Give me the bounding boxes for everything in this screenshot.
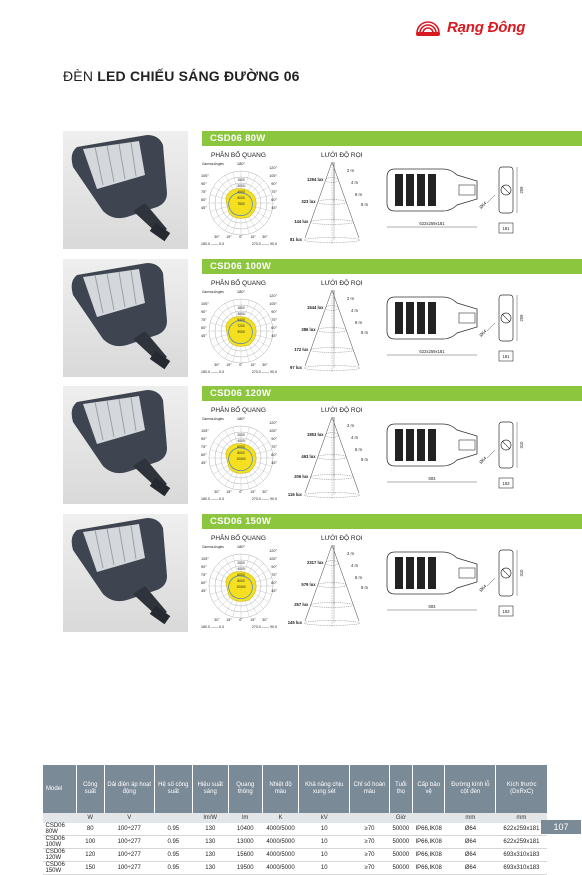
table-unit-cell <box>412 813 445 823</box>
table-cell: CSD06 150W <box>43 862 77 875</box>
angle-right: 90° <box>271 310 277 314</box>
table-row <box>43 862 548 875</box>
angle-top: 180° <box>236 289 246 294</box>
polar-value: 2000 <box>237 433 245 437</box>
table-unit-cell <box>154 813 192 823</box>
polar-value: 8000 <box>237 579 245 583</box>
table-header-cell: Chỉ số hoàn màu <box>350 765 390 813</box>
table-header-cell: Công suất <box>76 765 104 813</box>
illuminance-cone <box>277 158 377 250</box>
angle-top: 180° <box>236 416 246 421</box>
table-header-cell: Hệ số công suất <box>154 765 192 813</box>
angle-bottom: 15° <box>250 235 256 239</box>
table-cell: IP66,IK08 <box>412 836 445 849</box>
lux-value: 116 lux <box>287 492 302 498</box>
polar-value: 8000 <box>237 451 245 455</box>
gamma-label: Gamma Angles <box>202 545 224 549</box>
table-unit-cell <box>43 813 77 823</box>
table-cell: 0.95 <box>154 836 192 849</box>
height-label: 6 m <box>355 320 362 325</box>
table-header-cell: Dải điện áp hoạt động <box>104 765 154 813</box>
side-height-label: 259 <box>519 186 524 194</box>
fixture-drawing <box>381 151 531 249</box>
angle-left: 60° <box>201 453 207 457</box>
legend-right: 270.0 —— 90.0 <box>251 625 277 629</box>
angle-left: 90° <box>201 310 207 314</box>
product-photo <box>63 259 188 377</box>
product-name-bar: CSD06 100W <box>202 259 582 274</box>
angle-right: 60° <box>271 581 277 585</box>
height-label: 4 m <box>351 308 358 313</box>
distribution-label: PHÂN BỐ QUANG <box>211 280 266 287</box>
angle-left: 45° <box>201 206 207 210</box>
title-main: LED CHIẾU SÁNG ĐƯỜNG 06 <box>97 68 300 84</box>
height-label: 2 m <box>347 551 354 556</box>
angle-left: 105° <box>201 557 209 561</box>
table-cell: 130 <box>192 836 228 849</box>
distribution-label: PHÂN BỐ QUANG <box>211 152 266 159</box>
table-unit-cell <box>350 813 390 823</box>
height-label: 4 m <box>351 180 358 185</box>
angle-left: 75° <box>201 445 207 449</box>
angle-left: 75° <box>201 190 207 194</box>
legend-right: 270.0 —— 90.0 <box>251 242 277 246</box>
lux-value: 144 lux <box>294 219 309 225</box>
lux-value: 1544 lux <box>306 305 324 311</box>
polar-value: 7200 <box>237 324 245 328</box>
table-cell: 120 <box>76 849 104 862</box>
street-light-image <box>63 386 188 504</box>
angle-bottom: 30° <box>214 363 220 367</box>
table-unit-cell: lm/W <box>192 813 228 823</box>
page-number: 107 <box>541 820 581 834</box>
polar-value: 9000 <box>237 330 245 334</box>
lux-value: 323 lux <box>301 199 316 205</box>
lux-value: 257 lux <box>294 602 309 608</box>
table-cell: Ø64 <box>445 836 496 849</box>
legend-right: 270.0 —— 90.0 <box>251 497 277 501</box>
height-label: 8 m <box>361 585 368 590</box>
table-cell: IP66,IK08 <box>412 849 445 862</box>
angle-bottom: 0° <box>239 490 243 494</box>
polar-value: 6000 <box>237 573 245 577</box>
dimension-label: 693 <box>428 476 436 481</box>
table-cell: 693x310x183 <box>496 849 547 862</box>
grid-label: LƯỚI ĐỘ RỌI <box>321 407 363 414</box>
angle-bottom: 15° <box>226 618 232 622</box>
sun-logo-icon <box>414 17 442 37</box>
side-height-label: 310 <box>519 569 524 577</box>
table-units-row <box>43 813 548 823</box>
table-cell: 10 <box>299 836 350 849</box>
table-row <box>43 849 548 862</box>
angle-right: 75° <box>271 573 277 577</box>
table-unit-cell: lm <box>228 813 262 823</box>
legend-right: 270.0 —— 90.0 <box>251 370 277 374</box>
legend-left: 180.0 —— 0.0 <box>201 625 225 629</box>
legend-left: 180.0 —— 0.0 <box>201 370 225 374</box>
height-label: 6 m <box>355 575 362 580</box>
street-light-image <box>63 259 188 377</box>
table-cell: 10 <box>299 849 350 862</box>
table-cell: 100÷277 <box>104 862 154 875</box>
height-label: 2 m <box>347 296 354 301</box>
polar-distribution-chart <box>199 414 279 502</box>
lux-value: 1294 lux <box>306 177 324 183</box>
polar-distribution-chart <box>199 287 279 375</box>
illuminance-cone <box>277 413 377 505</box>
polar-value: 10000 <box>236 457 246 461</box>
lux-value: 97 lux <box>290 365 302 371</box>
angle-left: 105° <box>201 174 209 178</box>
table-header-cell: Khả năng chịu xung sét <box>299 765 350 813</box>
distribution-label: PHÂN BỐ QUANG <box>211 535 266 542</box>
angle-right: 105° <box>269 557 277 561</box>
dimension-label: 622x259x181 <box>419 349 445 354</box>
angle-bottom: 30° <box>262 235 268 239</box>
angle-left: 45° <box>201 461 207 465</box>
page-title <box>63 68 300 84</box>
height-label: 8 m <box>361 457 368 462</box>
product-photo <box>63 514 188 632</box>
diameter-label: Ø64 <box>478 455 488 465</box>
polar-value: 4500 <box>237 190 245 194</box>
angle-bottom: 30° <box>262 618 268 622</box>
side-depth-label: 181 <box>502 354 510 359</box>
dimension-label: 693 <box>428 604 436 609</box>
angle-right: 75° <box>271 190 277 194</box>
table-cell: 100÷277 <box>104 849 154 862</box>
angle-top: 180° <box>236 544 246 549</box>
polar-value: 6000 <box>237 445 245 449</box>
side-height-label: 310 <box>519 441 524 449</box>
table-cell: 150 <box>76 862 104 875</box>
table-unit-cell: mm <box>445 813 496 823</box>
table-cell: CSD06 120W <box>43 849 77 862</box>
diameter-label: Ø64 <box>478 328 488 338</box>
angle-left: 45° <box>201 589 207 593</box>
table-unit-cell: K <box>262 813 299 823</box>
polar-value: 4000 <box>237 439 245 443</box>
table-unit-cell: W <box>76 813 104 823</box>
angle-left: 75° <box>201 318 207 322</box>
table-row <box>43 836 548 849</box>
lux-value: 1853 lux <box>306 432 324 438</box>
polar-value: 5400 <box>237 318 245 322</box>
polar-value: 3600 <box>237 312 245 316</box>
table-row <box>43 823 548 836</box>
illuminance-cone <box>277 541 377 633</box>
angle-right: 120° <box>269 421 277 425</box>
table-cell: CSD06 100W <box>43 836 77 849</box>
height-label: 6 m <box>355 447 362 452</box>
angle-left: 90° <box>201 437 207 441</box>
table-cell: 130 <box>192 823 228 836</box>
table-cell: 0.95 <box>154 849 192 862</box>
diameter-label: Ø64 <box>478 200 488 210</box>
polar-value: 2000 <box>237 561 245 565</box>
angle-right: 75° <box>271 318 277 322</box>
table-cell: 15600 <box>228 849 262 862</box>
height-label: 2 m <box>347 168 354 173</box>
polar-value: 10000 <box>236 585 246 589</box>
angle-right: 105° <box>269 174 277 178</box>
product-name-bar: CSD06 150W <box>202 514 582 529</box>
angle-right: 90° <box>271 437 277 441</box>
table-cell: 4000/5000 <box>262 862 299 875</box>
angle-left: 90° <box>201 565 207 569</box>
table-cell: IP66,IK08 <box>412 823 445 836</box>
angle-bottom: 15° <box>250 363 256 367</box>
table-unit-cell: kV <box>299 813 350 823</box>
product-section <box>63 131 543 251</box>
table-cell: 50000 <box>389 836 412 849</box>
table-header-cell: Kích thước (DxRxC) <box>496 765 547 813</box>
brand-name: Rạng Đông <box>447 18 526 36</box>
angle-right: 45° <box>271 461 277 465</box>
street-light-image <box>63 514 188 632</box>
polar-distribution-chart <box>199 542 279 630</box>
fixture-drawing <box>381 406 531 504</box>
height-label: 8 m <box>361 330 368 335</box>
table-header-cell: Nhiệt độ màu <box>262 765 299 813</box>
table-cell: 0.95 <box>154 862 192 875</box>
side-depth-label: 183 <box>502 481 510 486</box>
brand-logo <box>414 14 564 40</box>
table-cell: 622x259x181 <box>496 823 547 836</box>
angle-top: 180° <box>236 161 246 166</box>
table-cell: 693x310x183 <box>496 862 547 875</box>
angle-bottom: 30° <box>214 618 220 622</box>
product-section <box>63 259 543 379</box>
polar-value: 4000 <box>237 567 245 571</box>
lux-value: 2317 lux <box>306 560 324 566</box>
angle-left: 105° <box>201 429 209 433</box>
table-cell: 10 <box>299 862 350 875</box>
angle-left: 60° <box>201 326 207 330</box>
table-cell: IP66,IK08 <box>412 862 445 875</box>
table-header-cell: Model <box>43 765 77 813</box>
gamma-label: Gamma Angles <box>202 290 224 294</box>
table-cell: 4000/5000 <box>262 849 299 862</box>
table-cell: 50000 <box>389 823 412 836</box>
polar-value: 7500 <box>237 202 245 206</box>
table-cell: 4000/5000 <box>262 836 299 849</box>
angle-bottom: 0° <box>239 235 243 239</box>
lux-value: 145 lux <box>287 620 302 626</box>
angle-bottom: 30° <box>214 490 220 494</box>
lux-value: 463 lux <box>301 454 316 460</box>
grid-label: LƯỚI ĐỘ RỌI <box>321 535 363 542</box>
table-cell: 19500 <box>228 862 262 875</box>
angle-left: 60° <box>201 198 207 202</box>
angle-bottom: 30° <box>262 363 268 367</box>
lux-value: 172 lux <box>294 347 309 353</box>
polar-distribution-chart <box>199 159 279 247</box>
grid-label: LƯỚI ĐỘ RỌI <box>321 152 363 159</box>
product-section <box>63 514 543 634</box>
lux-value: 81 lux <box>290 237 302 243</box>
table-cell: 130 <box>192 849 228 862</box>
table-body <box>43 813 548 875</box>
height-label: 6 m <box>355 192 362 197</box>
lux-value: 386 lux <box>301 327 316 333</box>
table-cell: 4000/5000 <box>262 823 299 836</box>
table-cell: 80 <box>76 823 104 836</box>
table-header-cell: Quang thông <box>228 765 262 813</box>
angle-bottom: 15° <box>250 490 256 494</box>
polar-value: 1500 <box>237 178 245 182</box>
lux-value: 579 lux <box>301 582 316 588</box>
table-cell: 10400 <box>228 823 262 836</box>
angle-bottom: 15° <box>226 363 232 367</box>
side-height-label: 259 <box>519 314 524 322</box>
table-cell: ≥70 <box>350 836 390 849</box>
side-depth-label: 181 <box>502 226 510 231</box>
angle-bottom: 15° <box>226 235 232 239</box>
height-label: 2 m <box>347 423 354 428</box>
polar-value: 1800 <box>237 306 245 310</box>
legend-left: 180.0 —— 0.0 <box>201 242 225 246</box>
polar-value: 3000 <box>237 184 245 188</box>
height-label: 8 m <box>361 202 368 207</box>
table-cell: 100 <box>76 836 104 849</box>
angle-right: 45° <box>271 206 277 210</box>
table-cell: ≥70 <box>350 862 390 875</box>
angle-right: 90° <box>271 182 277 186</box>
table-cell: 13000 <box>228 836 262 849</box>
table-cell: Ø64 <box>445 849 496 862</box>
table-cell: ≥70 <box>350 823 390 836</box>
table-cell: Ø64 <box>445 862 496 875</box>
table-cell: 100÷277 <box>104 836 154 849</box>
angle-bottom: 0° <box>239 618 243 622</box>
table-cell: 130 <box>192 862 228 875</box>
gamma-label: Gamma Angles <box>202 417 224 421</box>
table-unit-cell: Giờ <box>389 813 412 823</box>
table-header-row <box>43 765 548 813</box>
fixture-drawing <box>381 279 531 377</box>
angle-right: 60° <box>271 198 277 202</box>
table-cell: 100÷277 <box>104 823 154 836</box>
polar-value: 6000 <box>237 196 245 200</box>
angle-right: 90° <box>271 565 277 569</box>
spec-table <box>42 765 547 875</box>
angle-right: 60° <box>271 326 277 330</box>
angle-right: 45° <box>271 334 277 338</box>
product-section <box>63 386 543 506</box>
table-header-cell: Hiệu suất sáng <box>192 765 228 813</box>
gamma-label: Gamma Angles <box>202 162 224 166</box>
table-header-cell: Cấp bảo vệ <box>412 765 445 813</box>
height-label: 4 m <box>351 563 358 568</box>
angle-right: 120° <box>269 166 277 170</box>
table-cell: CSD06 80W <box>43 823 77 836</box>
angle-right: 120° <box>269 549 277 553</box>
product-name-bar: CSD06 80W <box>202 131 582 146</box>
angle-bottom: 30° <box>262 490 268 494</box>
angle-right: 105° <box>269 302 277 306</box>
angle-left: 105° <box>201 302 209 306</box>
table-header-cell: Tuổi thọ <box>389 765 412 813</box>
angle-left: 45° <box>201 334 207 338</box>
table-unit-cell: mm <box>496 813 547 823</box>
table-cell: 622x259x181 <box>496 836 547 849</box>
product-photo <box>63 386 188 504</box>
legend-left: 180.0 —— 0.0 <box>201 497 225 501</box>
distribution-label: PHÂN BỐ QUANG <box>211 407 266 414</box>
angle-right: 105° <box>269 429 277 433</box>
table-cell: 0.95 <box>154 823 192 836</box>
fixture-drawing <box>381 534 531 632</box>
angle-bottom: 30° <box>214 235 220 239</box>
angle-bottom: 0° <box>239 363 243 367</box>
angle-bottom: 15° <box>250 618 256 622</box>
title-prefix: ĐÈN <box>63 68 94 84</box>
table-cell: 50000 <box>389 862 412 875</box>
height-label: 4 m <box>351 435 358 440</box>
angle-left: 60° <box>201 581 207 585</box>
angle-right: 45° <box>271 589 277 593</box>
lux-value: 206 lux <box>294 474 309 480</box>
table-cell: 50000 <box>389 849 412 862</box>
angle-left: 75° <box>201 573 207 577</box>
table-header-cell: Đường kính lỗ cột đèn <box>445 765 496 813</box>
side-depth-label: 183 <box>502 609 510 614</box>
dimension-label: 622x259x181 <box>419 221 445 226</box>
diameter-label: Ø64 <box>478 583 488 593</box>
product-name-bar: CSD06 120W <box>202 386 582 401</box>
grid-label: LƯỚI ĐỘ RỌI <box>321 280 363 287</box>
angle-right: 120° <box>269 294 277 298</box>
table-unit-cell: V <box>104 813 154 823</box>
angle-right: 75° <box>271 445 277 449</box>
angle-right: 60° <box>271 453 277 457</box>
street-light-image <box>63 131 188 249</box>
product-photo <box>63 131 188 249</box>
angle-bottom: 15° <box>226 490 232 494</box>
table-cell: Ø64 <box>445 823 496 836</box>
table-cell: 10 <box>299 823 350 836</box>
illuminance-cone <box>277 286 377 378</box>
angle-left: 90° <box>201 182 207 186</box>
table-cell: ≥70 <box>350 849 390 862</box>
